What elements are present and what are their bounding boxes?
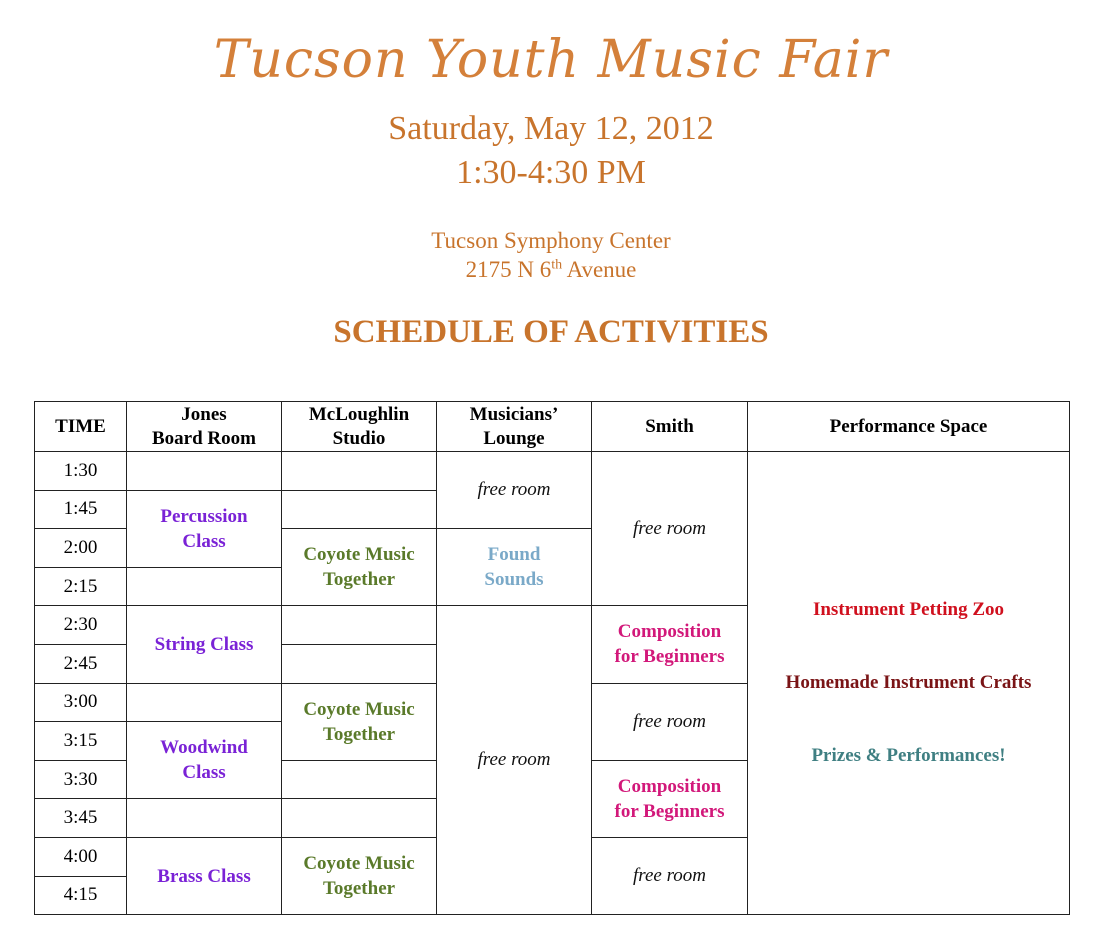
woodwind-class bbox=[127, 722, 282, 799]
event-date: Saturday, May 12, 2012 bbox=[388, 110, 714, 147]
time-cell: 2:00 bbox=[35, 529, 127, 568]
composition-for-beginners bbox=[592, 606, 748, 683]
prizes-and-performances: Prizes & Performances! bbox=[811, 745, 1006, 767]
time-cell: 2:30 bbox=[35, 606, 127, 645]
column-header-time bbox=[35, 402, 127, 452]
schedule-heading: SCHEDULE OF ACTIVITIES bbox=[333, 314, 769, 350]
empty-cell bbox=[127, 452, 282, 491]
column-header-smith-label: Smith bbox=[645, 415, 694, 437]
empty-cell bbox=[282, 760, 437, 799]
percussion-class bbox=[127, 490, 282, 567]
empty-cell bbox=[127, 683, 282, 722]
coyote-music-together bbox=[282, 837, 437, 914]
event-hours: 1:30-4:30 PM bbox=[456, 154, 646, 191]
found-sounds-line2: Sounds bbox=[484, 569, 544, 591]
time-cell: 1:30 bbox=[35, 452, 127, 491]
schedule-table bbox=[34, 401, 1070, 915]
instrument-petting-zoo: Instrument Petting Zoo bbox=[812, 599, 1005, 621]
column-header-jones-line2: Board Room bbox=[152, 427, 256, 449]
coyote-line2: Together bbox=[322, 569, 396, 591]
coyote-music-together bbox=[282, 529, 437, 606]
coyote-line2: Together bbox=[322, 723, 396, 745]
coyote-line1: Coyote Music bbox=[303, 853, 415, 875]
column-header-performance-space bbox=[748, 402, 1070, 452]
time-cell: 3:45 bbox=[35, 799, 127, 838]
time-cell: 3:15 bbox=[35, 722, 127, 761]
smith-free-room: free room bbox=[592, 837, 748, 914]
coyote-line1: Coyote Music bbox=[303, 544, 415, 566]
column-header-musicians-line1: Musicians’ bbox=[469, 403, 559, 425]
column-header-time-label: TIME bbox=[55, 415, 106, 437]
empty-cell bbox=[282, 490, 437, 529]
empty-cell bbox=[127, 799, 282, 838]
percussion-class-line2: Class bbox=[182, 530, 226, 552]
column-header-mcloughlin bbox=[282, 402, 437, 452]
event-address bbox=[0, 257, 1102, 283]
empty-cell bbox=[282, 644, 437, 683]
column-header-jones bbox=[127, 402, 282, 452]
smith-free-room: free room bbox=[592, 683, 748, 760]
homemade-instrument-crafts: Homemade Instrument Crafts bbox=[785, 672, 1032, 694]
event-title: Tucson Youth Music Fair bbox=[213, 30, 889, 90]
musicians-free-room: free room bbox=[437, 606, 592, 915]
column-header-musicians-lounge bbox=[437, 402, 592, 452]
empty-cell bbox=[282, 452, 437, 491]
coyote-music-together bbox=[282, 683, 437, 760]
coyote-line2: Together bbox=[322, 878, 396, 900]
woodwind-line1: Woodwind bbox=[160, 737, 248, 759]
column-header-mcloughlin-line2: Studio bbox=[332, 427, 386, 449]
percussion-class-line1: Percussion bbox=[160, 505, 248, 527]
found-sounds bbox=[437, 529, 592, 606]
time-cell: 2:15 bbox=[35, 567, 127, 606]
column-header-performance-label: Performance Space bbox=[829, 415, 988, 437]
column-header-mcloughlin-line1: McLoughlin bbox=[308, 403, 410, 425]
time-cell: 1:45 bbox=[35, 490, 127, 529]
column-header-musicians-line2: Lounge bbox=[483, 427, 545, 449]
composition-line2: for Beginners bbox=[614, 646, 725, 668]
composition-for-beginners bbox=[592, 760, 748, 837]
time-cell: 3:30 bbox=[35, 760, 127, 799]
smith-free-room: free room bbox=[592, 452, 748, 606]
woodwind-line2: Class bbox=[182, 762, 226, 784]
time-cell: 4:15 bbox=[35, 876, 127, 915]
time-cell: 2:45 bbox=[35, 644, 127, 683]
event-venue: Tucson Symphony Center bbox=[431, 228, 671, 253]
column-header-jones-line1: Jones bbox=[181, 403, 227, 425]
time-cell: 3:00 bbox=[35, 683, 127, 722]
empty-cell bbox=[282, 606, 437, 645]
column-header-smith bbox=[592, 402, 748, 452]
empty-cell bbox=[282, 799, 437, 838]
musicians-free-room: free room bbox=[437, 452, 592, 529]
address-suffix: Avenue bbox=[562, 257, 637, 282]
composition-line2: for Beginners bbox=[614, 800, 725, 822]
composition-line1: Composition bbox=[617, 775, 722, 797]
coyote-line1: Coyote Music bbox=[303, 698, 415, 720]
brass-class: Brass Class bbox=[127, 837, 282, 914]
string-class: String Class bbox=[127, 606, 282, 683]
empty-cell bbox=[127, 567, 282, 606]
composition-line1: Composition bbox=[617, 621, 722, 643]
address-prefix: 2175 N 6 bbox=[465, 257, 552, 282]
address-ordinal-suffix: th bbox=[551, 257, 563, 273]
performance-space-cell bbox=[748, 452, 1070, 915]
table-row bbox=[35, 452, 1070, 491]
time-cell: 4:00 bbox=[35, 837, 127, 876]
table-header-row bbox=[35, 402, 1070, 452]
found-sounds-line1: Found bbox=[487, 544, 541, 566]
